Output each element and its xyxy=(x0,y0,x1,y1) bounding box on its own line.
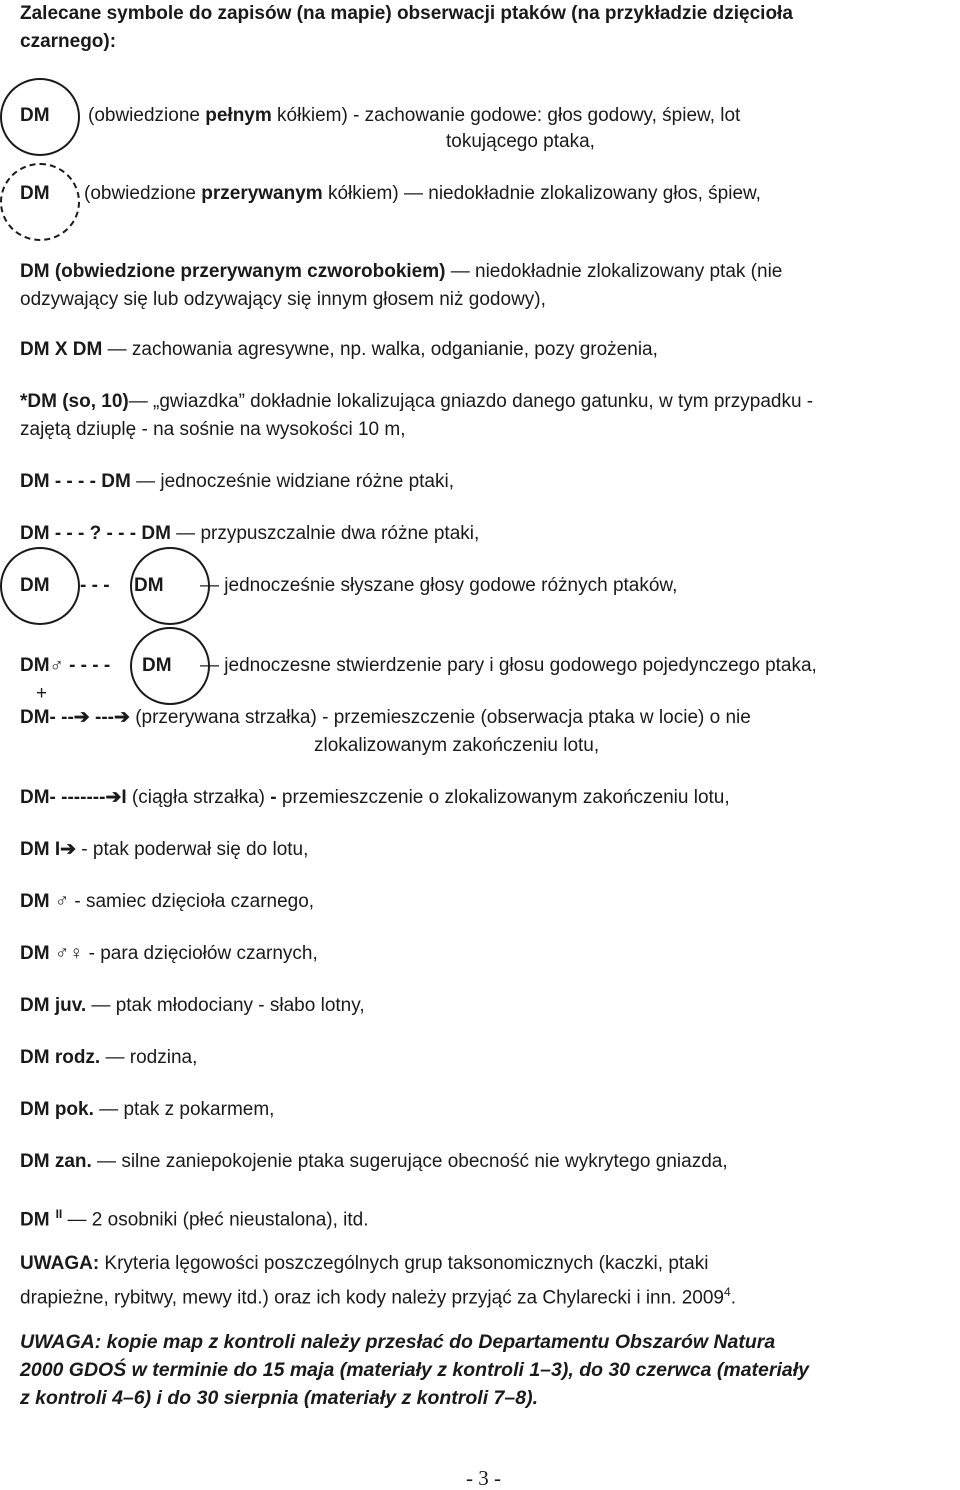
item-dashed-square-line2: odzywający się lub odzywający się innym głosem niż godowy), xyxy=(20,289,546,310)
item-text: — 2 osobniki (płeć nieustalona), itd. xyxy=(62,1209,369,1231)
item-bold: przerywanym xyxy=(201,183,323,204)
item-text: — silne zaniepokojenie ptaka sugerujące obecność nie wykrytego gniazda, xyxy=(91,1151,728,1172)
item-bold: DM - - - ? - - - DM xyxy=(20,523,171,544)
item-bold: DM X DM xyxy=(20,339,103,360)
item-bold: DM- --➔ ---➔ xyxy=(20,707,130,728)
dm-code: DM xyxy=(20,183,50,204)
footnote-ref: 4 xyxy=(724,1285,731,1299)
item-bold: DM pok. xyxy=(20,1099,94,1120)
item-text: (ciągła strzałka) xyxy=(126,787,271,808)
item-solid-arrow xyxy=(20,786,730,810)
title-line-1: Zalecane symbole do zapisów (na mapie) obserwacji ptaków (na przykładzie dzięcioła xyxy=(20,3,793,24)
item-dashed-arrow-line2: zlokalizowanym zakończeniu lotu, xyxy=(314,735,600,756)
superscript: II xyxy=(55,1207,63,1221)
item-bold: DM zan. xyxy=(20,1151,92,1172)
item-bold: DM (obwiedzione przerywanym czworobokiem) xyxy=(20,261,446,282)
note-2-line2: 2000 GDOŚ w terminie do 15 maja (materiały z kontroli 1–3), do 30 czerwca (materiały xyxy=(20,1359,809,1381)
item-bold: DM xyxy=(20,891,50,912)
item-food xyxy=(20,1098,274,1122)
item-dashed-arrow xyxy=(20,706,751,730)
note-label: UWAGA: xyxy=(20,1253,100,1274)
plus-sign: + xyxy=(36,683,48,704)
item-text: - samiec dzięcioła czarnego, xyxy=(69,891,315,912)
item-bold: DM xyxy=(20,1209,50,1231)
item-text: kółkiem) — niedokładnie zlokalizowany głos, śpiew, xyxy=(322,183,761,204)
male-dm-code: DM♂ - - - - xyxy=(20,655,111,676)
item-alarm xyxy=(20,1150,728,1174)
item-bold: - xyxy=(270,787,277,808)
item-male xyxy=(20,890,314,914)
item-text: - para dzięciołów czarnych, xyxy=(83,943,318,964)
dm-code: DM xyxy=(20,105,50,126)
item-text: — „gwiazdka” dokładnie lokalizująca gniazdo danego gatunku, w tym przypadku - xyxy=(128,391,814,412)
item-simultaneous-seen xyxy=(20,470,454,494)
item-take-off xyxy=(20,838,308,862)
item-text: — ptak młodociany - słabo lotny, xyxy=(86,995,365,1016)
note-2-line1: UWAGA: kopie map z kontroli należy przesłać do Departamentu Obszarów Natura xyxy=(20,1331,776,1353)
item-dashed-circle-text xyxy=(84,182,761,206)
note-text: . xyxy=(730,1287,736,1309)
item-bold: DM- -------➔I xyxy=(20,787,127,808)
dash-separator: - - - xyxy=(80,575,110,596)
item-text: (obwiedzione xyxy=(84,183,202,204)
item-text: — przypuszczalnie dwa różne ptaki, xyxy=(170,523,480,544)
item-text: — ptak z pokarmem, xyxy=(93,1099,275,1120)
item-text: — rodzina, xyxy=(100,1047,198,1068)
item-text: — niedokładnie zlokalizowany ptak (nie xyxy=(445,261,783,282)
item-text: — jednocześnie widziane różne ptaki, xyxy=(130,471,454,492)
item-family xyxy=(20,1046,197,1070)
item-bold: DM juv. xyxy=(20,995,87,1016)
item-presumably-two xyxy=(20,522,479,546)
note-text: Kryteria lęgowości poszczególnych grup taksonomicznych (kaczki, ptaki xyxy=(99,1253,709,1274)
note-text: drapieżne, rybitwy, mewy itd.) oraz ich kody należy przyjąć za Chylarecki i inn. 2009 xyxy=(20,1287,724,1309)
item-text: — zachowania agresywne, np. walka, odganianie, pozy grożenia, xyxy=(102,339,658,360)
item-bold: DM xyxy=(20,943,50,964)
pair-symbol: ♂♀ xyxy=(49,943,84,964)
item-pair xyxy=(20,942,318,966)
title-line-2: czarnego): xyxy=(20,31,117,52)
page-number: - 3 - xyxy=(466,1466,501,1490)
item-solid-circle-text xyxy=(88,104,740,128)
item-aggressive xyxy=(20,338,658,362)
item-bold: DM I➔ xyxy=(20,839,77,860)
item-nest-line2: zajętą dziuplę - na sośnie na wysokości 10 m, xyxy=(20,419,406,440)
item-bold: DM - - - - DM xyxy=(20,471,131,492)
item-text: - ptak poderwał się do lotu, xyxy=(76,839,309,860)
item-nest xyxy=(20,390,813,414)
item-pair-and-song-text: — jednoczesne stwierdzenie pary i głosu godowego pojedynczego ptaka, xyxy=(200,655,817,676)
item-two-individuals xyxy=(20,1202,369,1232)
item-juvenile xyxy=(20,994,365,1018)
item-solid-circle-text-line2: tokującego ptaka, xyxy=(446,131,595,152)
item-simultaneous-heard-text: — jednocześnie słyszane głosy godowe różnych ptaków, xyxy=(200,575,678,596)
item-bold: pełnym xyxy=(205,105,272,126)
note-1-line1 xyxy=(20,1252,708,1276)
male-symbol: ♂ xyxy=(49,891,70,912)
item-bold: DM rodz. xyxy=(20,1047,101,1068)
dm-code: DM xyxy=(134,575,164,596)
dm-code: DM xyxy=(20,575,50,596)
item-dashed-square xyxy=(20,260,782,284)
item-bold: *DM (so, 10) xyxy=(20,391,129,412)
note-2-line3: z kontroli 4–6) i do 30 sierpnia (materiały z kontroli 7–8). xyxy=(20,1387,538,1409)
dm-code: DM xyxy=(142,655,172,676)
item-text: (przerywana strzałka) - przemieszczenie (obserwacja ptaka w locie) o nie xyxy=(129,707,751,728)
item-text: kółkiem) - zachowanie godowe: głos godowy, śpiew, lot xyxy=(271,105,741,126)
note-1-line2 xyxy=(20,1280,736,1310)
item-text: przemieszczenie o zlokalizowanym zakończeniu lotu, xyxy=(276,787,730,808)
item-text: (obwiedzione xyxy=(88,105,206,126)
